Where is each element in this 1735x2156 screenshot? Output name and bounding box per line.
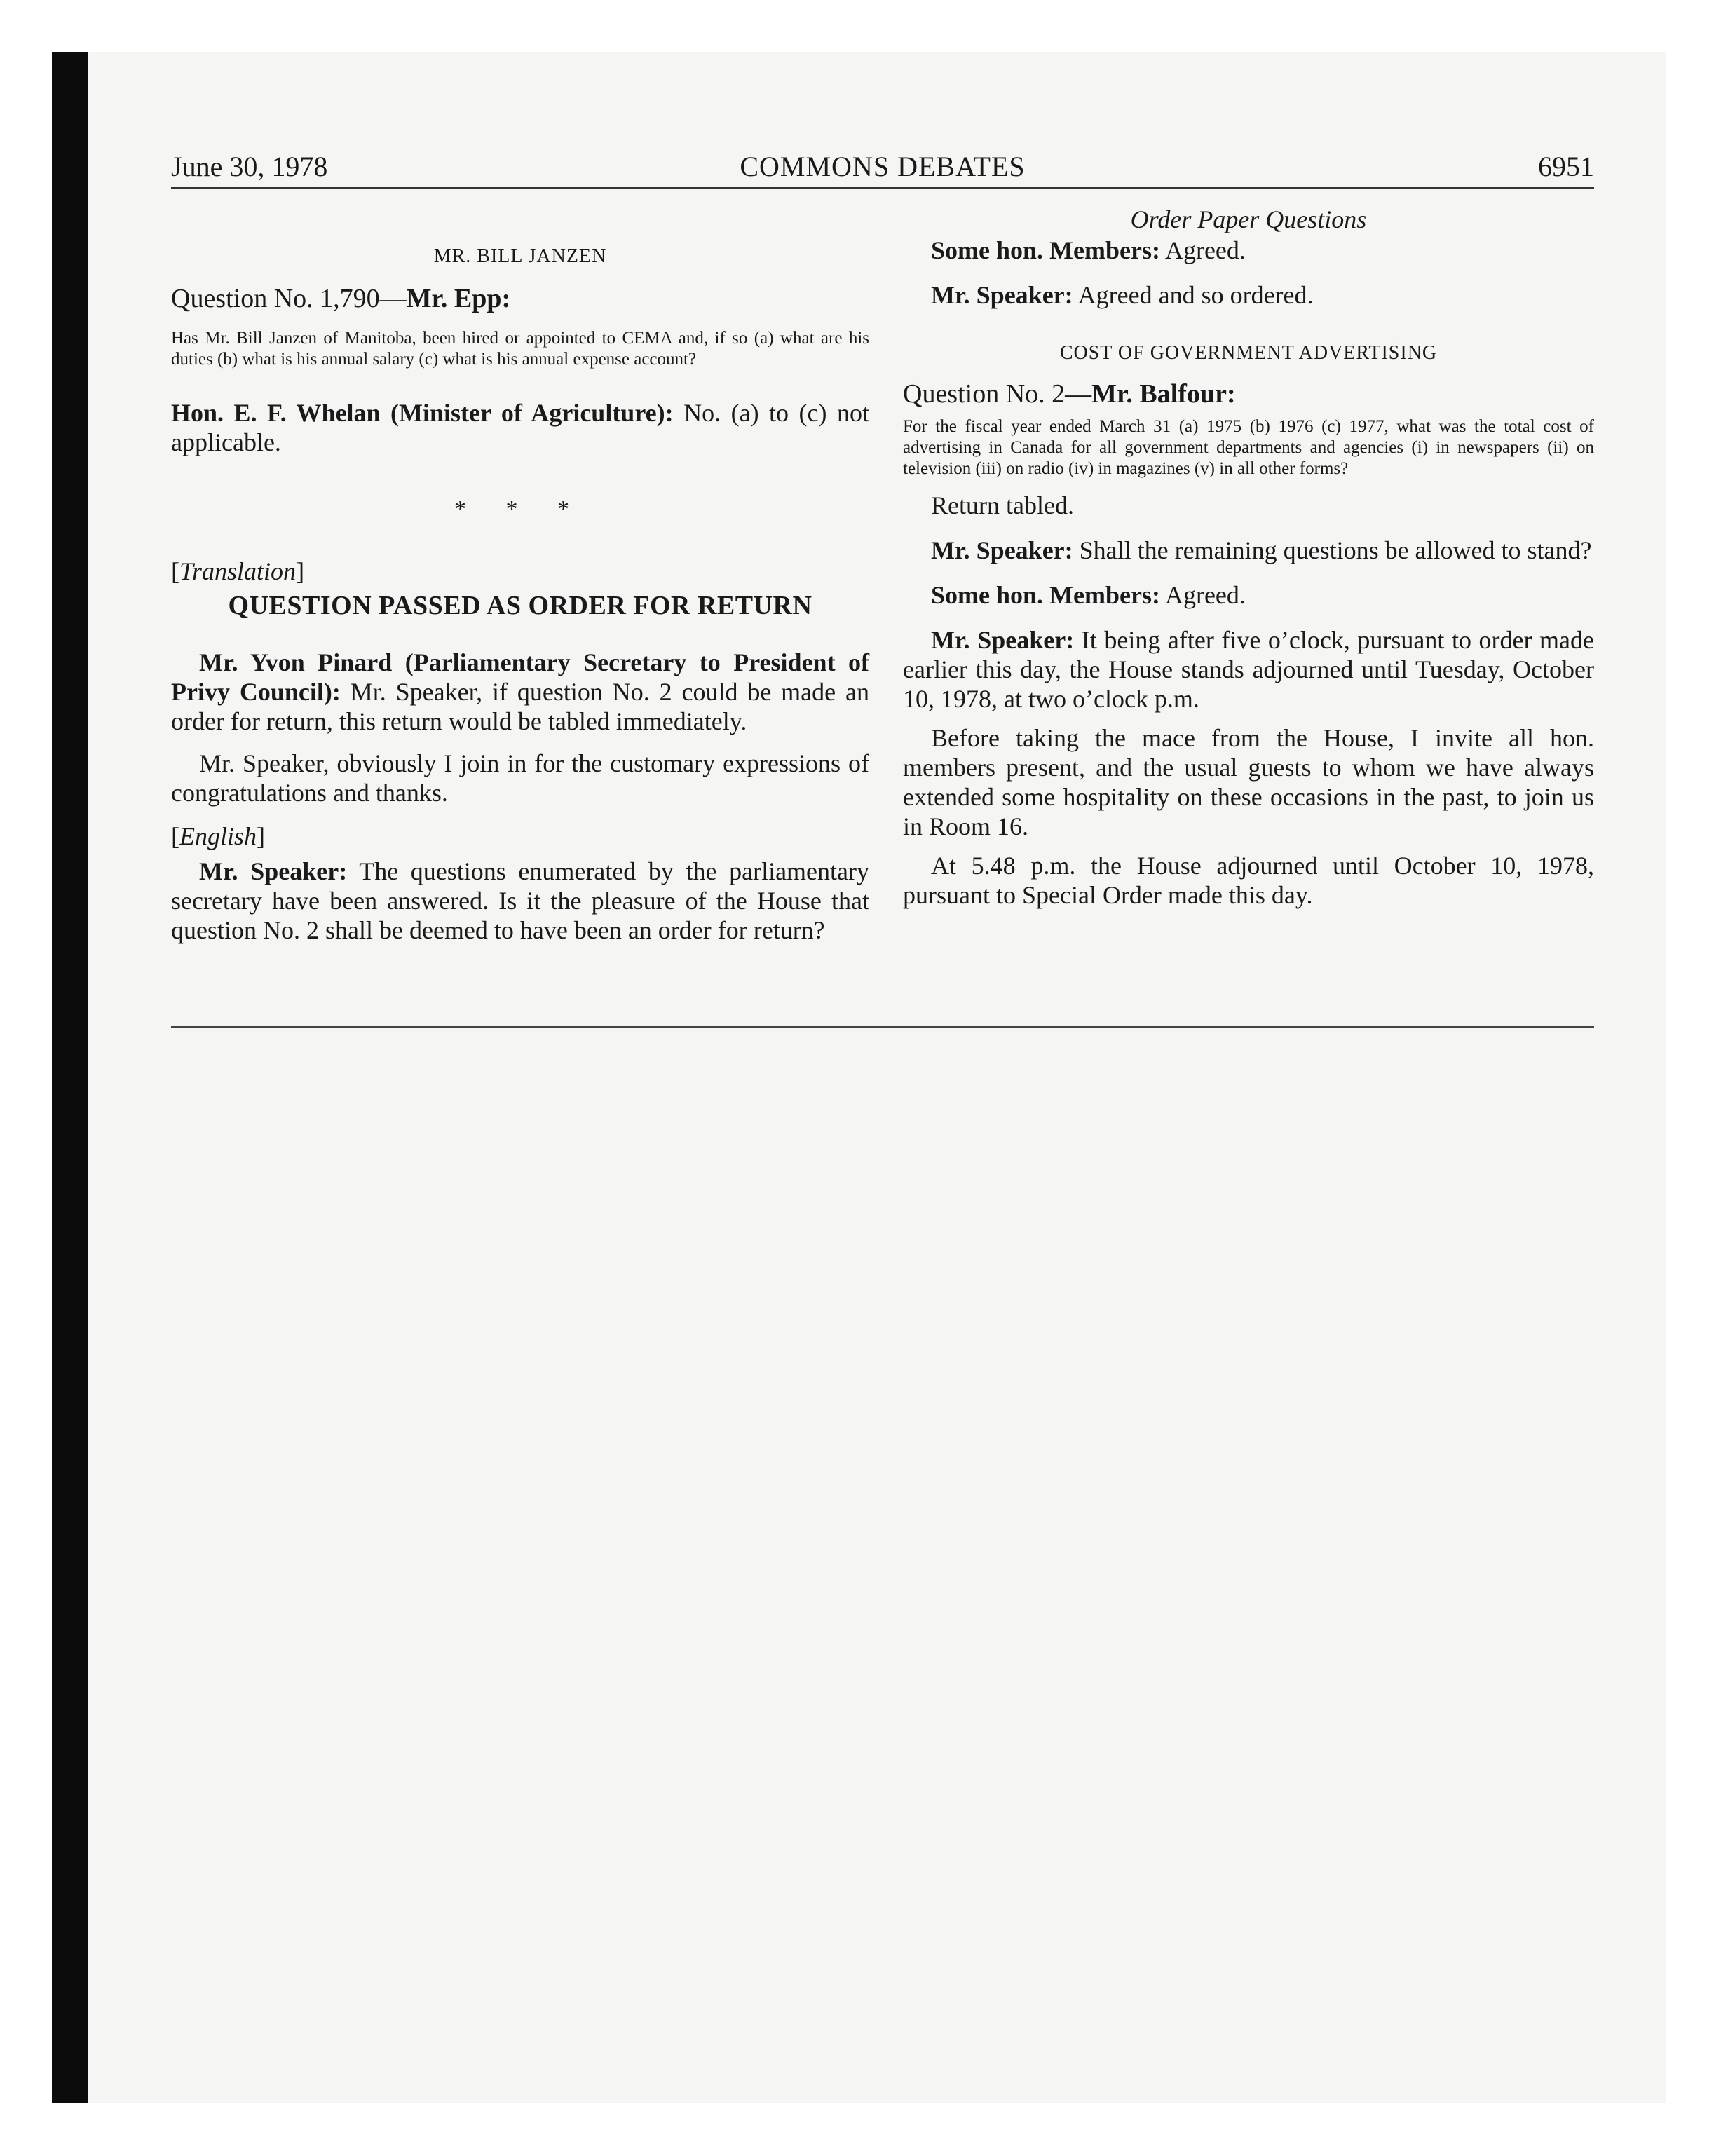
header-page-number: 6951 (1538, 151, 1594, 182)
speaker-name: Mr. Speaker: (931, 626, 1075, 654)
speech-text: Agreed. (1159, 581, 1246, 609)
question-2-text: For the fiscal year ended March 31 (a) 1975 (b) 1976 (c) 1977, what was the total cost of advertising in Canada for all government departments and agencies (i) in newspapers (ii) on television (iii) on radio (iv) in magazines (v) in all other forms? (903, 417, 1594, 478)
header-date: June 30, 1978 (171, 151, 328, 182)
translation-label: Translation (179, 557, 297, 585)
right-column (903, 196, 1594, 910)
running-head: Order Paper Questions (1130, 205, 1367, 233)
section-heading-order-for-return: QUESTION PASSED AS ORDER FOR RETURN (228, 591, 812, 620)
speech-text: Mr. Speaker, if question No. 2 could be made an order for return, this return would be tabled immediately. (171, 678, 869, 735)
paragraph-pinard (171, 648, 869, 736)
speech-text: Agreed and so ordered. (1073, 281, 1314, 309)
question-1790-text: Has Mr. Bill Janzen of Manitoba, been hired or appointed to CEMA and, if so (a) what are his duties (b) what is his annual salary (c) what is his annual expense account? (171, 329, 869, 369)
translation-marker: [Translation] (171, 557, 305, 585)
question-2 (903, 378, 1594, 409)
speech-text: Shall the remaining questions be allowed to stand? (1073, 536, 1592, 564)
english-label: English (179, 822, 257, 850)
speaker-name: Some hon. Members: (931, 236, 1160, 264)
speaker-name: Mr. Speaker: (931, 536, 1073, 564)
paragraph-mace: Before taking the mace from the House, I invite all hon. members present, and the usual guests to whom we have always extended some hospitality on these occasions in the past, to join us in Room 16. (903, 724, 1594, 840)
answer-whelan (171, 398, 869, 457)
paragraph-members-agreed-2 (903, 580, 1594, 610)
section-heading-advertising: COST OF GOVERNMENT ADVERTISING (1059, 342, 1438, 364)
section-heading-bill-janzen: MR. BILL JANZEN (433, 245, 607, 267)
speech-text: It being after five o’clock, pursuant to order made earlier this day, the House stands adjourned until Tuesday, October 10, 1978, at two o’clock p.m. (903, 626, 1595, 713)
question-member: Mr. Balfour: (1091, 379, 1236, 409)
speaker-name: Mr. Speaker: (199, 857, 348, 885)
page-header (171, 150, 1594, 188)
question-1790 (171, 283, 869, 314)
speaker-name: Mr. Speaker: (931, 281, 1073, 309)
english-marker: [English] (171, 822, 266, 850)
question-member: Mr. Epp: (406, 284, 511, 313)
paragraph-congratulations: Mr. Speaker, obviously I join in for the customary expressions of congratulations and thanks. (171, 749, 869, 807)
paragraph-speaker-order (171, 857, 869, 945)
section-separator-stars: * * * (454, 496, 586, 522)
speech-text: Agreed. (1159, 236, 1246, 264)
speaker-name: Mr. Yvon Pinard (Parliamentary Secretary to President of Privy Council): (171, 648, 869, 706)
speech-text: No. (a) to (c) not applicable. (171, 399, 869, 456)
header-rule (171, 187, 1594, 189)
paragraph-speaker-ordered (903, 280, 1594, 310)
speaker-name: Some hon. Members: (931, 581, 1160, 609)
header-title: COMMONS DEBATES (740, 151, 1026, 182)
paragraph-return-tabled: Return tabled. (931, 491, 1074, 519)
paragraph-house-adjourned: At 5.48 p.m. the House adjourned until October 10, 1978, pursuant to Special Order made this day. (903, 852, 1594, 909)
left-column (171, 196, 869, 945)
paragraph-remaining-questions (903, 535, 1594, 565)
speech-text: The questions enumerated by the parliamentary secretary have been answered. Is it the pleasure of the House that question No. 2 shall be deemed to have been an order for return? (171, 857, 869, 944)
paragraph-members-agreed (903, 236, 1594, 265)
question-number: Question No. 2— (903, 379, 1092, 409)
paragraph-adjournment (903, 625, 1594, 714)
question-number: Question No. 1,790— (171, 284, 407, 313)
end-of-text-rule (171, 1026, 1594, 1028)
speaker-name: Hon. E. F. Whelan (Minister of Agriculture): (171, 399, 674, 427)
